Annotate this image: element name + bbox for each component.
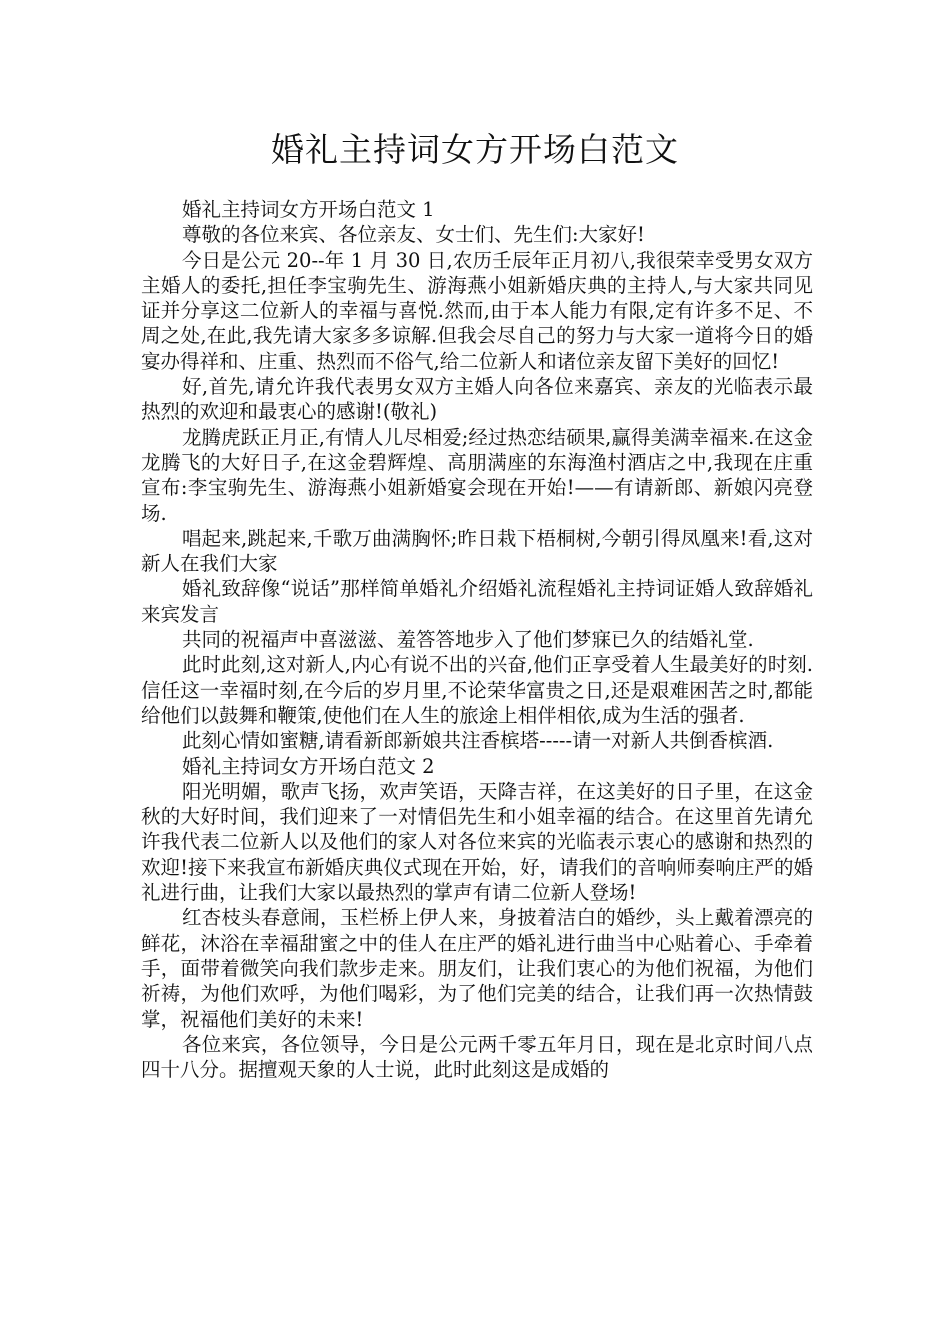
paragraph-14: 各位来宾，各位领导，今日是公元两千零五年月日，现在是北京时间八点四十八分。据擅观天象的人士说，此时此刻这是成婚的 bbox=[141, 1032, 813, 1082]
paragraph-13: 红杏枝头春意闹，玉栏桥上伊人来，身披着洁白的婚纱，头上戴着漂亮的鲜花，沐浴在幸福甜蜜之中的佳人在庄严的婚礼进行曲当中心贴着心、手牵着手，面带着微笑向我们款步走来。朋友们，让我们衷心的为他们祝福，为他们祈祷，为他们欢呼，为他们喝彩，为了他们完美的结合，让我们再一次热情鼓掌，祝福他们美好的未来! bbox=[141, 906, 813, 1031]
document-title: 婚礼主持词女方开场白范文 bbox=[271, 130, 679, 169]
paragraph-2: 尊敬的各位来宾、各位亲友、女士们、先生们:大家好! bbox=[181, 223, 645, 247]
paragraph-1: 婚礼主持词女方开场白范文 1 bbox=[181, 198, 435, 221]
paragraph-6: 唱起来,跳起来,千歌万曲满胸怀;昨日栽下梧桐树,今朝引得凤凰来!看,这对新人在我们大家 bbox=[141, 526, 813, 576]
paragraph-5: 龙腾虎跃正月正,有情人儿尽相爱;经过热恋结硕果,赢得美满幸福来.在这金龙腾飞的大好日子,在这金碧辉煌、高朋满座的东海渔村酒店之中,我现在庄重宣布:李宝驹先生、游海燕小姐新婚宴会现在开始!——有请新郎、新娘闪亮登场. bbox=[141, 425, 813, 525]
paragraph-9: 此时此刻,这对新人,内心有说不出的兴奋,他们正享受着人生最美好的时刻.信任这一幸福时刻,在今后的岁月里,不论荣华富贵之日,还是艰难困苦之时,都能给他们以鼓舞和鞭策,使他们在人生的旅途上相伴相依,成为生活的强者. bbox=[141, 653, 813, 727]
document-body bbox=[141, 197, 813, 1082]
paragraph-4: 好,首先,请允许我代表男女双方主婚人向各位来嘉宾、亲友的光临表示最热烈的欢迎和最衷心的感谢!(敬礼) bbox=[141, 375, 813, 424]
paragraph-7: 婚礼致辞像“说话”那样简单婚礼介绍婚礼流程婚礼主持词证婚人致辞婚礼来宾发言 bbox=[141, 577, 813, 626]
paragraph-10: 此刻心情如蜜糖,请看新郎新娘共注香槟塔-----请一对新人共倒香槟酒. bbox=[181, 729, 774, 753]
paragraph-12: 阳光明媚，歌声飞扬，欢声笑语，天降吉祥，在这美好的日子里，在这金秋的大好时间，我们迎来了一对情侣先生和小姐幸福的结合。在这里首先请允许我代表二位新人以及他们的家人对各位来宾的光临表示衷心的感谢和热烈的欢迎!接下来我宣布新婚庆典仪式现在开始，好，请我们的音响师奏响庄严的婚礼进行曲，让我们大家以最热烈的掌声有请二位新人登场! bbox=[141, 779, 813, 905]
paragraph-11: 婚礼主持词女方开场白范文 2 bbox=[181, 754, 435, 778]
paragraph-8: 共同的祝福声中喜滋滋、羞答答地步入了他们梦寐已久的结婚礼堂. bbox=[181, 628, 754, 652]
paragraph-3: 今日是公元 20--年 1 月 30 日,农历壬辰年正月初八,我很荣幸受男女双方主婚人的委托,担任李宝驹先生、游海燕小姐新婚庆典的主持人,与大家共同见证并分享这二位新人的幸福与喜悦.然而,由于本人能力有限,定有许多不足、不周之处,在此,我先请大家多多谅解.但我会尽自己的努力与大家一道将今日的婚宴办得祥和、庄重、热烈而不俗气,给二位新人和诸位亲友留下美好的回忆! bbox=[141, 248, 813, 373]
